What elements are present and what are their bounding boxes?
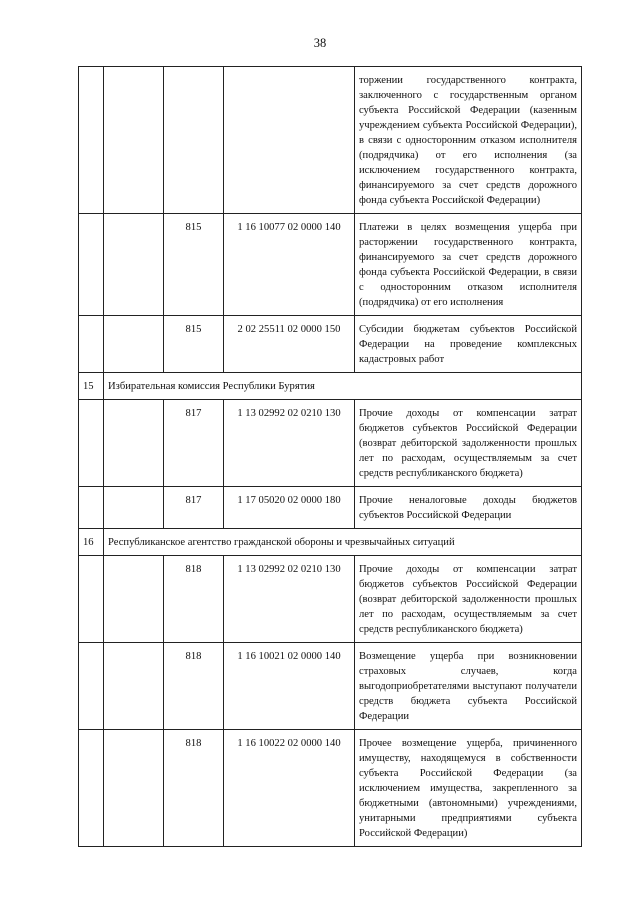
admin-code-cell: 817	[164, 487, 224, 529]
table-row	[79, 214, 582, 316]
admin-code-cell: 818	[164, 643, 224, 730]
row-number-cell	[79, 400, 104, 487]
budget-code-cell: 1 16 10022 02 0000 140	[224, 730, 355, 847]
admin-code-cell: 815	[164, 316, 224, 373]
budget-code-cell: 1 16 10021 02 0000 140	[224, 643, 355, 730]
table-row	[79, 400, 582, 487]
section-row	[79, 373, 582, 400]
budget-code-cell: 2 02 25511 02 0000 150	[224, 316, 355, 373]
revenue-code-table	[78, 66, 582, 847]
row-number-cell	[79, 214, 104, 316]
table-row	[79, 643, 582, 730]
spacer-cell	[104, 214, 164, 316]
description-cell: Субсидии бюджетам субъектов Российской Федерации на проведение комплексных кадастровых работ	[355, 316, 582, 373]
table-row	[79, 67, 582, 214]
table-row	[79, 316, 582, 373]
admin-code-cell: 818	[164, 730, 224, 847]
budget-code-cell: 1 17 05020 02 0000 180	[224, 487, 355, 529]
table-row	[79, 556, 582, 643]
spacer-cell	[104, 316, 164, 373]
spacer-cell	[104, 487, 164, 529]
section-number: 16	[79, 529, 104, 556]
spacer-cell	[104, 400, 164, 487]
table-row	[79, 487, 582, 529]
row-number-cell	[79, 556, 104, 643]
row-number-cell	[79, 730, 104, 847]
section-title: Избирательная комиссия Республики Бурятия	[104, 373, 582, 400]
row-number-cell	[79, 643, 104, 730]
row-number-cell	[79, 487, 104, 529]
budget-code-cell	[224, 67, 355, 214]
admin-code-cell: 815	[164, 214, 224, 316]
description-cell: Прочие доходы от компенсации затрат бюджетов субъектов Российской Федерации (возврат дебиторской задолженности прошлых лет по расходам, осуществляемым за счет средств республиканского бюджета)	[355, 400, 582, 487]
budget-code-cell: 1 16 10077 02 0000 140	[224, 214, 355, 316]
description-cell: Платежи в целях возмещения ущерба при расторжении государственного контракта, финансируемого за счет средств дорожного фонда субъекта Российской Федерации, в связи с односторонним отказом исполнителя (подрядчика) от его исполнения	[355, 214, 582, 316]
admin-code-cell: 817	[164, 400, 224, 487]
section-number: 15	[79, 373, 104, 400]
row-number-cell	[79, 67, 104, 214]
budget-code-cell: 1 13 02992 02 0210 130	[224, 556, 355, 643]
page-number: 38	[313, 36, 327, 50]
row-number-cell	[79, 316, 104, 373]
spacer-cell	[104, 67, 164, 214]
section-title: Республиканское агентство гражданской обороны и чрезвычайных ситуаций	[104, 529, 582, 556]
budget-code-cell: 1 13 02992 02 0210 130	[224, 400, 355, 487]
description-cell: торжении государственного контракта, заключенного с государственным органом субъекта Российской Федерации (казенным учреждением субъекта Российской Федерации), в связи с односторонним отказом исполнителя (подрядчика) от его исполнения (за исключением государственного контракта, финансируемого за счет средств дорожного фонда субъекта Российской Федерации)	[355, 67, 582, 214]
description-cell: Прочие доходы от компенсации затрат бюджетов субъектов Российской Федерации (возврат дебиторской задолженности прошлых лет по расходам, осуществляемым за счет средств республиканского бюджета)	[355, 556, 582, 643]
admin-code-cell	[164, 67, 224, 214]
description-cell: Возмещение ущерба при возникновении страховых случаев, когда выгодоприобретателями выступают получатели средств бюджета субъекта Российской Федерации	[355, 643, 582, 730]
admin-code-cell: 818	[164, 556, 224, 643]
spacer-cell	[104, 730, 164, 847]
description-cell: Прочее возмещение ущерба, причиненного имуществу, находящемуся в собственности субъекта Российской Федерации (за исключением имущества, закрепленного за бюджетными (автономными) учреждениями, унитарными предприятиями субъекта Российской Федерации)	[355, 730, 582, 847]
spacer-cell	[104, 556, 164, 643]
table-row	[79, 730, 582, 847]
description-cell: Прочие неналоговые доходы бюджетов субъектов Российской Федерации	[355, 487, 582, 529]
spacer-cell	[104, 643, 164, 730]
section-row	[79, 529, 582, 556]
